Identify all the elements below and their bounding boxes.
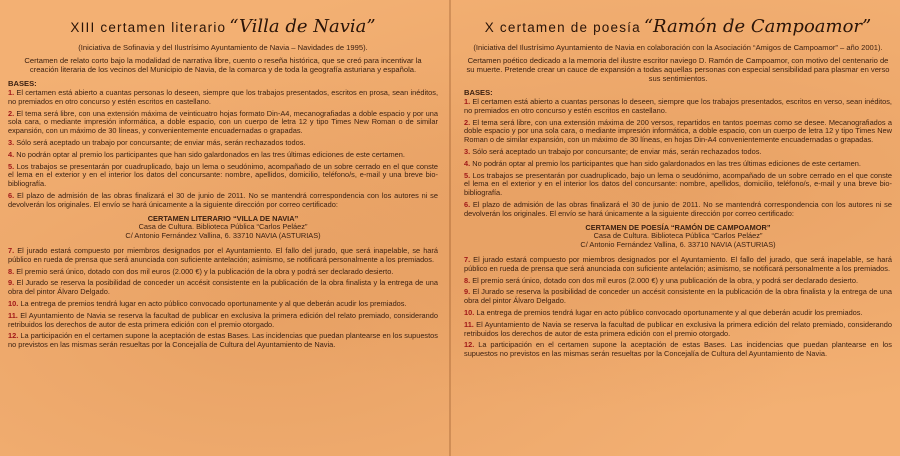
- rule-number: 12.: [464, 340, 475, 350]
- address-line: Casa de Cultura. Biblioteca Pública “Carlos Peláez”: [593, 231, 763, 241]
- rule-number: 4.: [8, 149, 15, 159]
- rule: [464, 256, 892, 274]
- left-subtitle: (Iniciativa de Sofinavia y del Ilustrísimo Ayuntamiento de Navia – Navidades de 1995).: [78, 43, 368, 52]
- rule-text: La participación en el certamen supone la aceptación de estas Bases. Las incidencias que puedan plantearse en los supuestos no previstos en las mismas serán resueltas por la Concejalía de Cultura del Ayuntamiento de Navia.: [8, 331, 438, 350]
- rule-number: 5.: [8, 161, 15, 171]
- rule-number: 6.: [464, 199, 471, 209]
- right-title-main: X certamen de poesía: [484, 20, 641, 35]
- rule-number: 7.: [8, 245, 15, 255]
- rule: [8, 163, 438, 189]
- rule-text: El Jurado se reserva la posibilidad de conceder un accésit consistente en la publicación de la obra finalista y la entrega de una obra del pintor Álvaro Delgado.: [464, 287, 892, 306]
- left-title: [8, 16, 438, 37]
- rule: [8, 279, 438, 297]
- rule: [464, 172, 892, 198]
- rule: [464, 160, 892, 169]
- right-subtitle: (Iniciativa del Ilustrísimo Ayuntamiento de Navia en colaboración con la Asociación “Amigos de Campoamor” – año 2001).: [473, 43, 883, 52]
- address-title: CERTAMEN DE POESÍA “RAMÓN DE CAMPOAMOR”: [585, 222, 771, 232]
- rule-number: 8.: [464, 275, 471, 285]
- right-title: [464, 16, 892, 37]
- rule-number: 2.: [464, 117, 471, 127]
- address-line: C/ Antonio Fernández Vallina, 6. 33710 NAVIA (ASTURIAS): [125, 231, 321, 241]
- rule-number: 4.: [464, 158, 471, 168]
- rule-number: 7.: [464, 254, 471, 264]
- rule-text: El tema será libre, con una extensión máxima de 200 versos, repartidos en tantos poemas como se desee. Mecanografiados a doble espacio y por una sola cara, o mediante impresión informática, a doble espacio, con un cuerpo de letra 12 y tipo Times New Roman o de similar expansión, con un máximo de 30 líneas, en hojas Din-A4 convenientemente encuadernadas o grapadas.: [464, 117, 892, 145]
- right-rules-a: [464, 98, 892, 219]
- left-rules-a: [8, 89, 438, 210]
- rule-number: 1.: [8, 88, 15, 97]
- rule-text: Sólo será aceptado un trabajo por concursante; de enviar más, serán rechazados todos.: [14, 137, 306, 147]
- rule-text: El tema será libre, con una extensión máxima de veinticuatro hojas formato Din-A4, mecanografiadas a doble espacio y por una sola cara, o mediante impresión informática, a doble espacio, con un cuerpo de letra 12 y tipo Times New Roman o de similar expansión, con un máximo de 30 líneas, y convenientemente encuadernadas o grapadas.: [8, 108, 438, 136]
- rule-text: El premio será único, dotado con dos mil euros (2.000 €) y una publicación de la obra, y podrá ser declarado desierto.: [470, 275, 858, 285]
- rule: [464, 321, 892, 339]
- rule: [464, 201, 892, 219]
- rule-text: La entrega de premios tendrá lugar en acto público convocado oportunamente y al que deberán acudir los premiados.: [474, 307, 863, 317]
- left-column: [8, 16, 438, 456]
- rule-number: 12.: [8, 331, 19, 341]
- right-bases-label: BASES:: [464, 88, 493, 97]
- left-bases-label: BASES:: [8, 79, 37, 88]
- left-address: [8, 215, 438, 241]
- rule: [8, 247, 438, 265]
- rule-text: El Jurado se reserva la posibilidad de conceder un accésit consistente en la publicación de la obra finalista y la entrega de una obra del pintor Álvaro Delgado.: [8, 278, 438, 297]
- rule: [464, 341, 892, 359]
- rule: [464, 288, 892, 306]
- rule-number: 3.: [8, 137, 15, 147]
- rule-text: Los trabajos se presentarán por cuadruplicado, bajo un lema o seudónimo, acompañado de un sobre cerrado en el que conste el lema en el exterior y en el interior los datos del concursante: nombre, apellidos, domicilio, teléfono/s, e-mail y una breve bio-bibliografía.: [8, 161, 438, 189]
- rule: [8, 151, 438, 160]
- rule-text: No podrán optar al premio los participantes que han sido galardonados en las tres últimas ediciones de este certamen.: [14, 149, 405, 159]
- right-intro: Certamen poético dedicado a la memoria del ilustre escritor naviego D. Ramón de Campoamor, con motivo del centenario de su muerte. Pretende crear un cauce de expansión a todas aquellas personas con especial sensibilidad para plasmar en verso sus sentimientos.: [466, 56, 890, 83]
- rule: [8, 89, 438, 107]
- rule-text: No podrán optar al premio los participantes que han sido galardonados en las tres últimas ediciones de este certamen.: [470, 158, 861, 168]
- rule: [464, 119, 892, 145]
- left-intro: Certamen de relato corto bajo la modalidad de narrativa libre, cuento o reseña histórica, que se creó para incentivar la creación literaria de los vecinos del Municipio de Navia, de la comarca y de toda la geografía asturiana y española.: [24, 56, 422, 74]
- right-column: [464, 16, 892, 456]
- rule-text: El certamen está abierto a cuantas personas lo deseen, siempre que los trabajos presentados, escritos en prosa, sean inéditos, no premiados en otro concurso y estén escritos en castellano.: [8, 88, 438, 106]
- rule: [464, 98, 892, 116]
- rule-number: 1.: [464, 97, 471, 106]
- fold-divider: [449, 0, 451, 456]
- rule-number: 10.: [464, 307, 475, 317]
- rule-number: 8.: [8, 266, 15, 276]
- rule: [8, 192, 438, 210]
- left-title-script: “Villa de Navia”: [229, 16, 376, 37]
- right-rules-b: [464, 256, 892, 359]
- rule-number: 5.: [464, 170, 471, 180]
- rule: [464, 309, 892, 318]
- right-title-script: “Ramón de Campoamor”: [643, 16, 872, 37]
- rule-number: 9.: [8, 278, 15, 288]
- rule-text: La participación en el certamen supone la aceptación de estas Bases. Las incidencias que puedan plantearse en los supuestos no previstos en las mismas serán resueltas por la Concejalía de Cultura del Ayuntamiento de Navia.: [464, 340, 892, 359]
- rule-text: El premio será único, dotado con dos mil euros (2.000 €) y la publicación de la obra y podrá ser declarado desierto.: [14, 266, 394, 276]
- rule: [8, 139, 438, 148]
- rule-number: 2.: [8, 108, 15, 118]
- rule-number: 9.: [464, 287, 471, 297]
- rule-number: 10.: [8, 298, 19, 308]
- rule-number: 11.: [8, 310, 18, 320]
- rule: [8, 300, 438, 309]
- rule: [8, 110, 438, 136]
- rule: [464, 277, 892, 286]
- rule-text: El jurado estará compuesto por miembros designados por el Ayuntamiento. El fallo del jurado, que será inapelable, se hará público en rueda de prensa que será anunciada con suficiente antelación; asimismo, se notificará personalmente a los premiados.: [464, 254, 892, 273]
- right-address: [464, 224, 892, 250]
- address-line: Casa de Cultura. Biblioteca Pública “Carlos Peláez”: [138, 222, 308, 232]
- rule: [8, 332, 438, 350]
- left-title-main: XIII certamen literario: [70, 20, 227, 35]
- rule-text: El plazo de admisión de las obras finalizará el 30 de junio de 2011. No se mantendrá correspondencia con los autores ni se devolverán los originales. El envío se hará únicamente a la siguiente dirección por correo certificado:: [8, 190, 438, 209]
- left-rules-b: [8, 247, 438, 350]
- rule-text: El Ayuntamiento de Navia se reserva la facultad de publicar en exclusiva la primera edición del relato premiado, considerando retribuidos los derechos de autor de esta primera edición con el premio otorgado.: [464, 319, 892, 338]
- rule-text: El jurado estará compuesto por miembros designados por el Ayuntamiento. El fallo del jurado, que será inapelable, se hará público en rueda de prensa que será anunciada con suficiente antelación; asimismo, se notificará personalmente a los premiados.: [8, 245, 438, 264]
- rule-number: 3.: [464, 146, 471, 156]
- rule-text: La entrega de premios tendrá lugar en acto público convocado oportunamente y al que deberán acudir los premiados.: [18, 298, 407, 308]
- rule-text: Los trabajos se presentarán por cuadruplicado, bajo un lema o seudónimo, acompañado de un sobre cerrado en el que conste el lema en el exterior y en el interior los datos del concursante: nombre, apellidos, domicilio, teléfono/s, e-mail y una breve bio-bibliografía.: [464, 170, 892, 198]
- address-title: CERTAMEN LITERARIO “VILLA DE NAVIA”: [147, 213, 299, 223]
- rule: [8, 312, 438, 330]
- rule-number: 6.: [8, 190, 15, 200]
- rule-text: El certamen está abierto a cuantas personas lo deseen, siempre que los trabajos presentados, escritos en verso, sean inéditos, no premiados en otro concurso y estén escritos en castellano.: [464, 97, 892, 115]
- rule-number: 11.: [464, 319, 474, 329]
- rule-text: El plazo de admisión de las obras finalizará el 30 de junio de 2011. No se mantendrá correspondencia con los autores ni se devolverán los originales. El envío se hará únicamente a la siguiente dirección por correo certificado:: [464, 199, 892, 218]
- rule-text: El Ayuntamiento de Navia se reserva la facultad de publicar en exclusiva la primera edición del relato premiado, considerando retribuidos los derechos de autor de esta primera edición con el premio otorgado.: [8, 310, 438, 329]
- address-line: C/ Antonio Fernández Vallina, 6. 33710 NAVIA (ASTURIAS): [580, 240, 776, 250]
- rule: [464, 148, 892, 157]
- rule-text: Sólo será aceptado un trabajo por concursante; de enviar más, serán rechazados todos.: [470, 146, 762, 156]
- rule: [8, 268, 438, 277]
